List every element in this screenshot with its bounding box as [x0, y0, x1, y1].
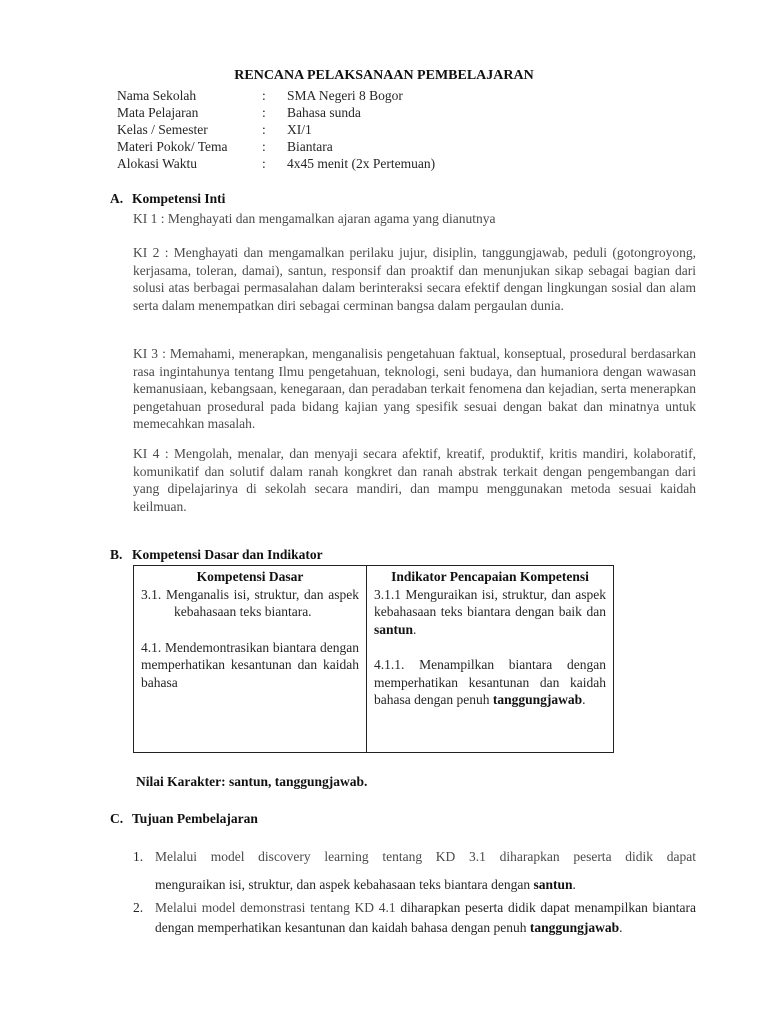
identity-colon: :: [262, 122, 266, 137]
character-values: Nilai Karakter: santun, tanggungjawab.: [136, 774, 368, 789]
document-title: RENCANA PELAKSANAAN PEMBELAJARAN: [234, 68, 534, 83]
identity-colon: :: [262, 139, 266, 154]
identity-value: Biantara: [287, 139, 333, 154]
indicator-cell: [367, 566, 614, 753]
indicator-3-1-1: 3.1.1 Menguraikan isi, struktur, dan aspek kebahasaan teks biantara dengan baik dan santun.: [374, 586, 606, 637]
identity-colon: :: [262, 156, 266, 171]
kd-3-1: 3.1. Menganalis isi, struktur, dan aspek kebahasaan teks biantara.: [141, 586, 359, 619]
section-title: Kompetensi Dasar dan Indikator: [132, 547, 323, 562]
section-a-heading: [110, 191, 225, 207]
goal-number: 2.: [133, 900, 144, 915]
goal-item-2: [133, 898, 696, 938]
identity-label: Kelas / Semester: [117, 122, 208, 137]
ki3-paragraph: KI 3 : Memahami, menerapkan, menganalisis pengetahuan faktual, konseptual, prosedural berdasarkan rasa ingintahunya tentang Ilmu pengetahuan, teknologi, seni budaya, dan humaniora dengan wawasan kemanusiaan, kebangsaan, kenegaraan, dan peradaban terkait fenomena dan kejadian, serta menerapkan pengetahuan prosedural pada bidang kajian yang spesifik sesuai dengan bakat dan minatnya untuk memecahkan masalah.: [133, 346, 696, 432]
goal-text: Melalui model demonstrasi tentang KD 4.1 diharapkan peserta didik dapat menampilkan biantara dengan memperhatikan kesantunan dan kaidah bahasa dengan penuh tanggungjawab.: [155, 900, 697, 935]
goal-text: Melalui model discovery learning tentang KD 3.1 diharapkan peserta didik dapat menguraikan isi, struktur, dan aspek kebahasaan teks biantara dengan santun.: [155, 849, 696, 892]
section-title: Kompetensi Inti: [132, 191, 226, 206]
section-title: Tujuan Pembelajaran: [132, 811, 258, 826]
identity-label: Mata Pelajaran: [117, 105, 199, 120]
identity-label: Alokasi Waktu: [117, 156, 198, 171]
kd-4-1: 4.1. Mendemontrasikan biantara dengan memperhatikan kesantunan dan kaidah bahasa: [141, 639, 359, 690]
identity-colon: :: [262, 88, 266, 103]
identity-value: XI/1: [287, 122, 312, 137]
competency-table: [133, 565, 614, 753]
indicator-4-1-1: 4.1.1. Menampilkan biantara dengan memperhatikan kesantunan dan kaidah bahasa dengan penuh tanggungjawab.: [374, 657, 606, 707]
section-c-heading: [110, 811, 258, 827]
section-letter: B.: [110, 547, 123, 562]
basic-competency-cell: [134, 566, 367, 753]
section-letter: A.: [110, 191, 124, 206]
identity-label: Nama Sekolah: [117, 88, 197, 103]
ki2-paragraph: KI 2 : Menghayati dan mengamalkan perilaku jujur, disiplin, tanggungjawab, peduli (gotongroyong, kerjasama, toleran, damai), santun, responsif dan proaktif dan menunjukan sikap sebagai bagian dari solusi atas berbagai permasalahan dalam berinteraksi secara efektif dengan lingkungan sosial dan alam serta dalam menempatkan diri sebagai cerminan bangsa dalam pergaulan dunia.: [133, 245, 696, 313]
section-b-heading: [110, 547, 323, 563]
indicator-value-tanggungjawab: tanggungjawab: [492, 692, 583, 707]
section-letter: C.: [110, 811, 124, 826]
basic-competency-header: Kompetensi Dasar: [196, 569, 304, 584]
goal-number: 1.: [133, 849, 144, 864]
identity-value: Bahasa sunda: [287, 105, 361, 120]
identity-value: SMA Negeri 8 Bogor: [287, 88, 403, 103]
goal-item-1: [133, 843, 696, 899]
identity-value: 4x45 menit (2x Pertemuan): [287, 156, 436, 171]
identity-label: Materi Pokok/ Tema: [117, 139, 228, 154]
indicator-value-santun: santun: [374, 621, 414, 637]
identity-colon: :: [262, 105, 266, 120]
indicator-header: Indikator Pencapaian Kompetensi: [391, 569, 589, 584]
ki1-paragraph: KI 1 : Menghayati dan mengamalkan ajaran agama yang dianutnya: [133, 211, 496, 226]
ki4-paragraph: KI 4 : Mengolah, menalar, dan menyaji secara afektif, kreatif, produktif, kritis mandiri, kolaboratif, komunikatif dan solutif dalam ranah kongkret dan ranah abstrak terkait dengan pengembangan dari yang dipelajarinya di sekolah secara mandiri, dan mampu menggunakan metoda sesuai kaidah keilmuan.: [133, 446, 696, 514]
